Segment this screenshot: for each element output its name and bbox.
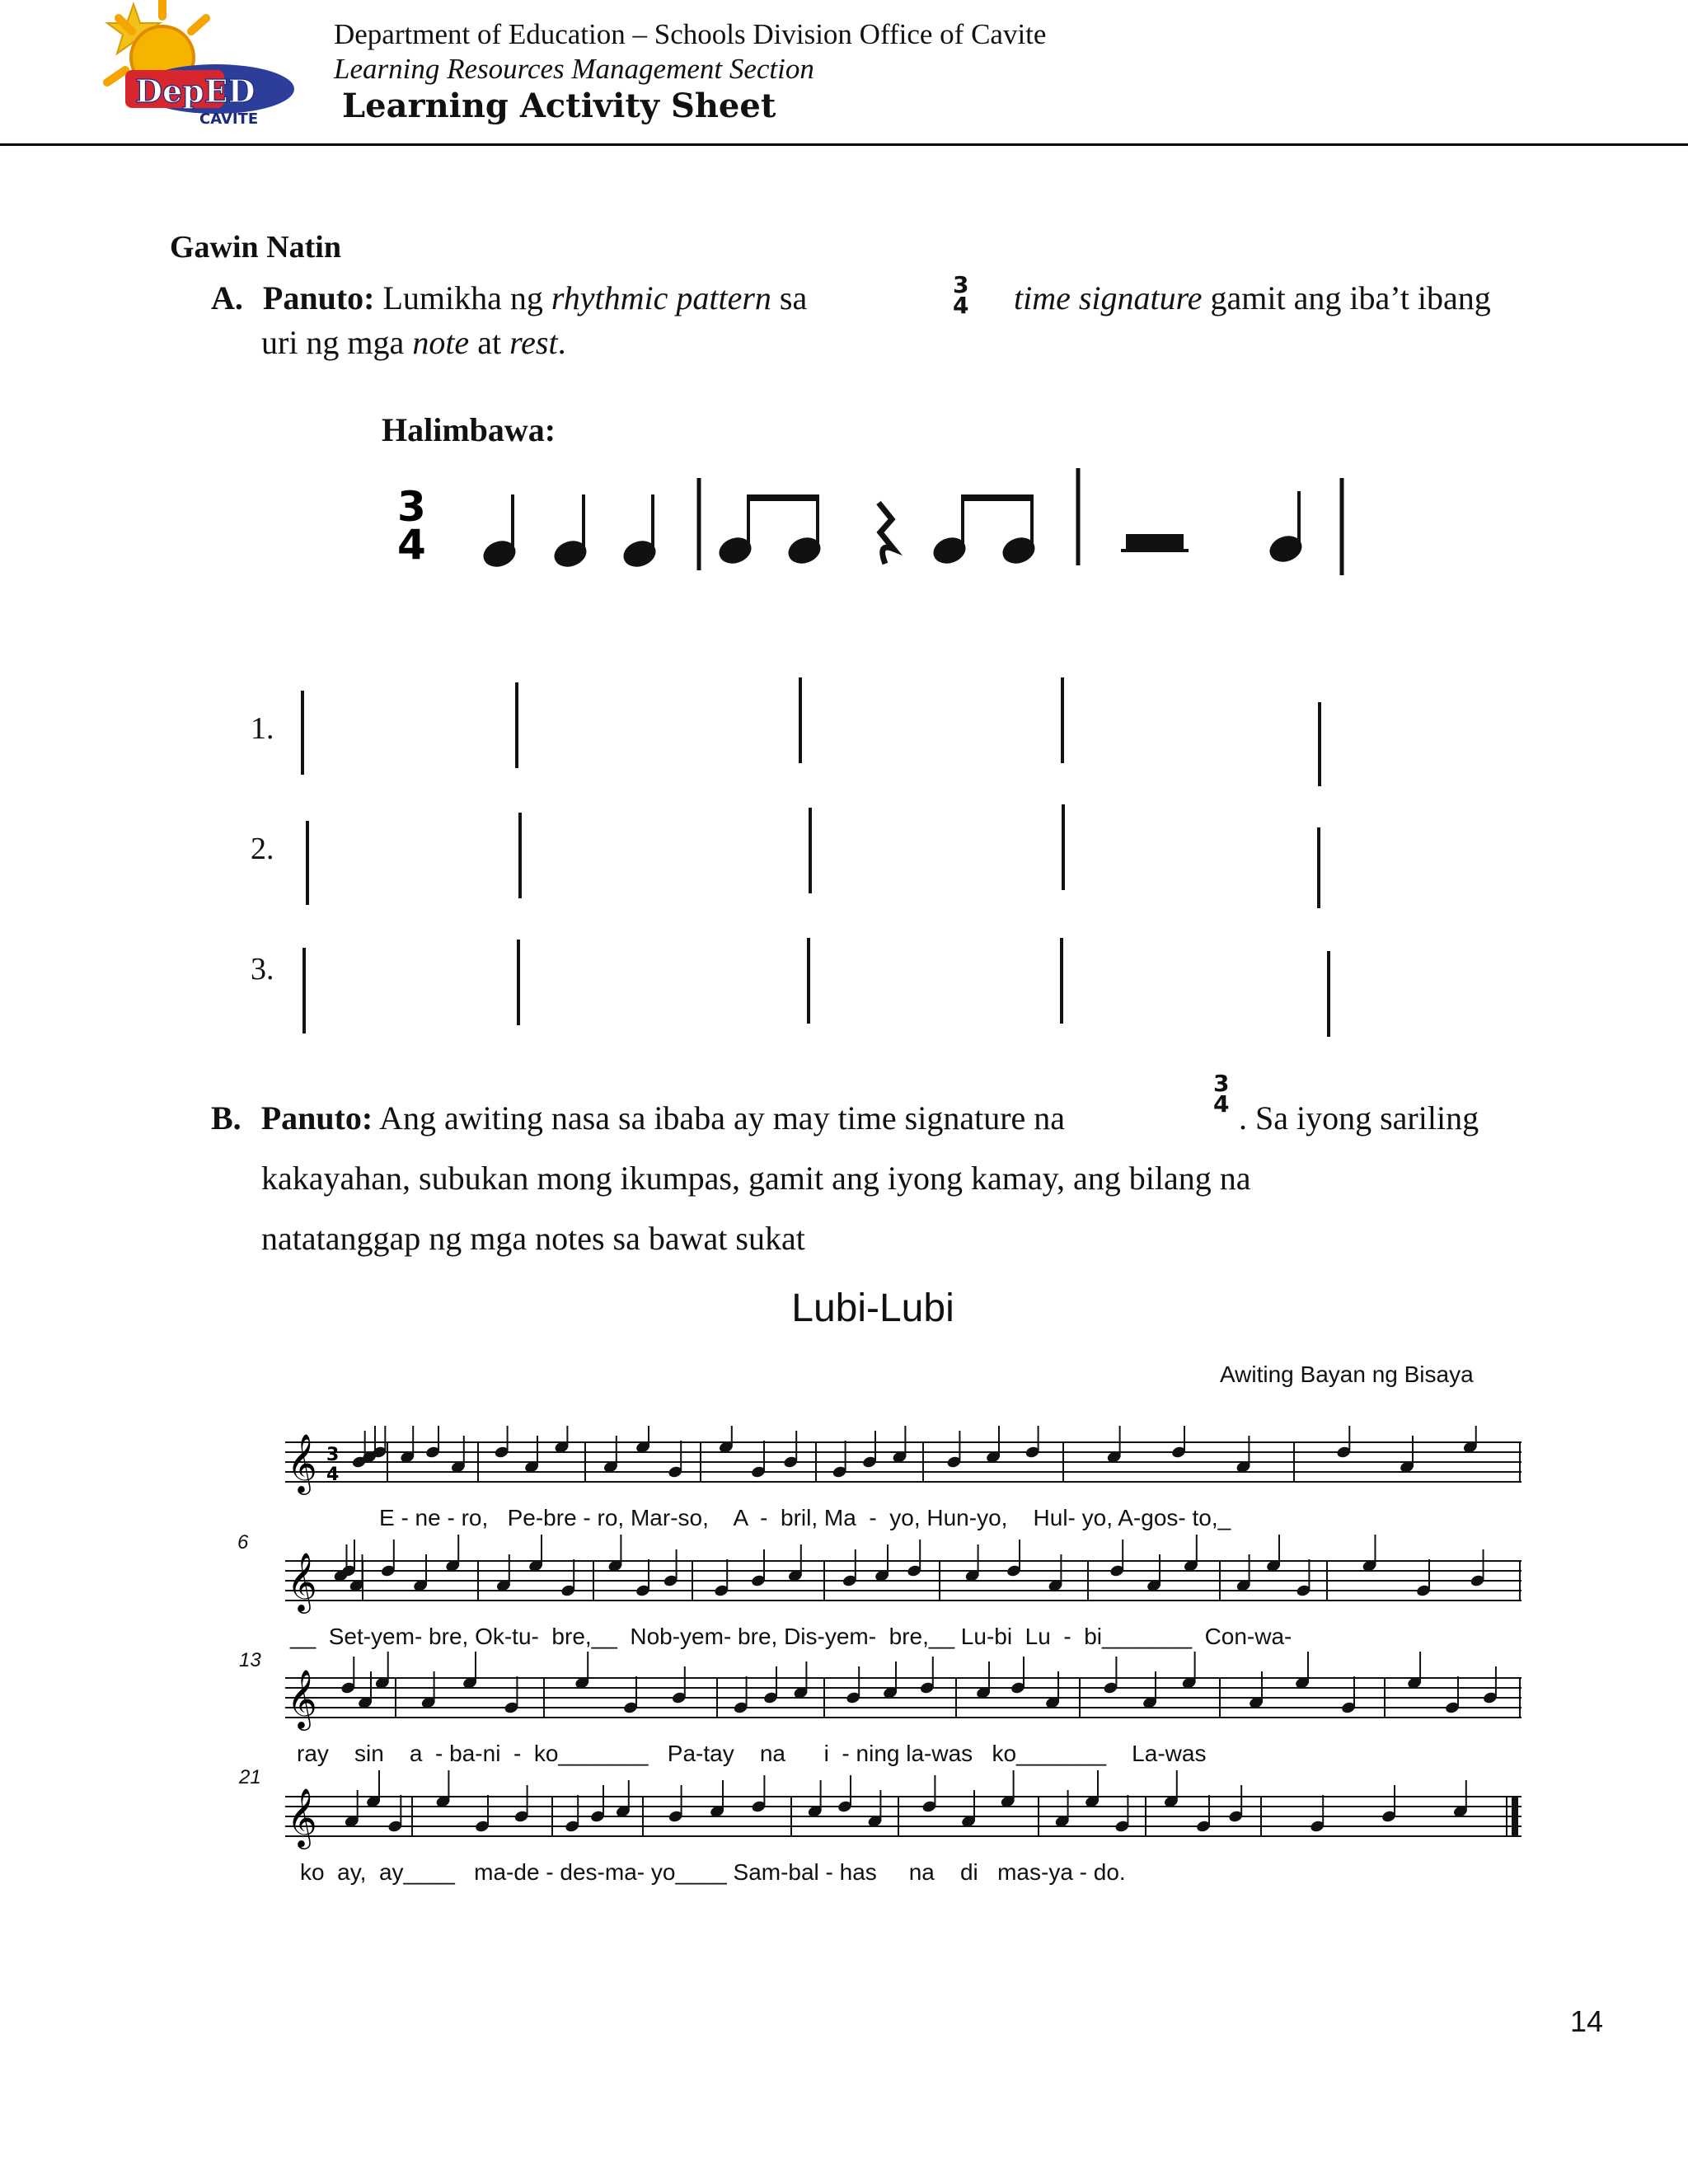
part-b-ts-bottom: 4 — [1213, 1090, 1230, 1118]
exercise-3-barline — [517, 940, 520, 1025]
treble-clef-icon: 𝄞 — [287, 1668, 317, 1728]
quarter-note-icon — [482, 494, 518, 569]
eighth-pair-icon — [718, 494, 823, 565]
exercise-2-barline — [1317, 827, 1320, 908]
song-score-notation — [231, 1426, 1533, 1887]
header-divider — [0, 143, 1688, 146]
song-lyrics-system-1: E - ne - ro, Pe-bre - ro, Mar-so, A - bril, Ma - yo, Hun-yo, Hul- yo, A-gos- to,_ — [379, 1505, 1231, 1530]
example-ts-top: 3 — [397, 483, 426, 531]
header-department: Department of Education – Schools Division Office of Cavite — [334, 18, 1047, 50]
part-a-label: Panuto: — [262, 279, 375, 316]
page-number: 14 — [1570, 2004, 1604, 2038]
part-b-instruction-line3: natatanggap ng mga notes sa bawat sukat — [261, 1220, 805, 1257]
quarter-note-icon — [1268, 491, 1304, 564]
exercise-2-barline — [1062, 804, 1065, 890]
part-b-ts-top: 3 — [1213, 1070, 1230, 1097]
song-measure-number-13: 13 — [239, 1649, 261, 1671]
part-a-text-1: Lumikha ng — [374, 279, 551, 316]
exercise-1-barline — [1318, 702, 1321, 786]
part-a-text-2: rhythmic pattern — [551, 279, 771, 316]
quarter-rest-icon — [879, 503, 893, 564]
exercise-2-barline — [518, 813, 522, 898]
part-a-text-4: time signature — [1014, 279, 1203, 316]
example-label: Halimbawa: — [382, 411, 556, 448]
example-ts-bottom: 4 — [397, 521, 426, 569]
logo-subtext: CAVITE — [199, 110, 259, 128]
song-lyrics-system-4: ko ay, ay____ ma-de - des-ma- yo____ Sam-bal - has na di mas-ya - do. — [300, 1859, 1126, 1885]
part-b-text-2: . Sa iyong sariling — [1239, 1099, 1479, 1137]
part-a-text-5: gamit ang iba’t ibang — [1202, 279, 1491, 316]
final-barline — [1512, 1797, 1518, 1836]
part-b-letter: B. — [211, 1099, 241, 1137]
exercise-1-barline — [1061, 677, 1064, 763]
part-b-instruction-line2: kakayahan, subukan mong ikumpas, gamit ang iyong kamay, ang bilang na — [261, 1160, 1251, 1197]
song-title: Lubi-Lubi — [791, 1286, 954, 1330]
eighth-pair-icon — [932, 494, 1037, 565]
exercise-3-barline — [807, 938, 810, 1024]
exercise-3-barline — [1327, 951, 1330, 1037]
example-rhythm-notation — [387, 462, 1360, 585]
logo-text: DepED — [135, 73, 256, 110]
exercise-3-barline — [302, 948, 306, 1033]
exercise-1-barline — [301, 691, 304, 775]
header-section: Learning Resources Management Section — [334, 53, 814, 85]
song-lyrics-system-3: ray sin a - ba-ni - ko_______ Pa-tay na i - ning la-was ko_______ La-was — [297, 1741, 1207, 1766]
treble-clef-icon: 𝄞 — [287, 1551, 317, 1611]
exercise-3-barline — [1060, 938, 1063, 1024]
part-a-text-7: note — [412, 324, 470, 361]
part-a-ts-bottom: 4 — [953, 292, 969, 320]
exercise-1-barline — [799, 677, 802, 763]
part-b-instruction-line1b — [1239, 1096, 1479, 1141]
song-ts-bottom: 4 — [326, 1465, 340, 1485]
part-b-text-1: Ang awiting nasa sa ibaba ay may time signature na — [373, 1099, 1066, 1137]
treble-clef-icon: 𝄞 — [287, 1432, 317, 1493]
quarter-note-icon — [553, 494, 588, 569]
song-ts-top: 3 — [326, 1445, 340, 1465]
deped-logo — [76, 0, 298, 136]
part-a-instruction-line1b — [1014, 276, 1491, 321]
exercise-1-barline — [515, 682, 518, 768]
part-a-text-10: . — [557, 324, 566, 361]
section-title: Gawin Natin — [170, 230, 341, 265]
quarter-note-icon — [622, 494, 658, 569]
part-a-time-signature — [953, 271, 969, 320]
part-a-instruction-line1 — [211, 276, 807, 321]
header-sheet-title: Learning Activity Sheet — [342, 87, 776, 125]
half-rest-icon — [1121, 534, 1189, 551]
part-b-instruction-line1 — [211, 1096, 1065, 1141]
song-measure-number-6: 6 — [237, 1531, 249, 1554]
part-a-text-9: rest — [509, 324, 558, 361]
example-rhythm — [387, 462, 1360, 585]
part-a-text-3: sa — [771, 279, 808, 316]
part-a-text-8: at — [469, 324, 510, 361]
song-lyrics-system-2: __ Set-yem- bre, Ok-tu- bre,__ Nob-yem- bre, Dis-yem- bre,__ Lu-bi Lu - bi_______ Con-wa- — [290, 1624, 1292, 1649]
exercise-number-2: 2. — [251, 832, 274, 866]
part-a-instruction-line2 — [261, 321, 566, 365]
part-b-label: Panuto: — [260, 1099, 373, 1137]
deped-logo-icon — [76, 0, 298, 136]
part-a-ts-top: 3 — [953, 271, 969, 298]
song-measure-number-21: 21 — [239, 1766, 261, 1788]
song-score — [231, 1426, 1533, 1887]
part-a-letter: A. — [211, 279, 243, 316]
part-a-text-6: uri ng mga — [261, 324, 413, 361]
exercise-2-barline — [809, 808, 812, 893]
exercise-number-3: 3. — [251, 952, 274, 987]
part-b-time-signature — [1213, 1070, 1230, 1118]
treble-clef-icon: 𝄞 — [287, 1787, 317, 1847]
song-subtitle: Awiting Bayan ng Bisaya — [1220, 1361, 1474, 1387]
exercise-2-barline — [306, 821, 309, 905]
exercise-number-1: 1. — [251, 711, 274, 746]
